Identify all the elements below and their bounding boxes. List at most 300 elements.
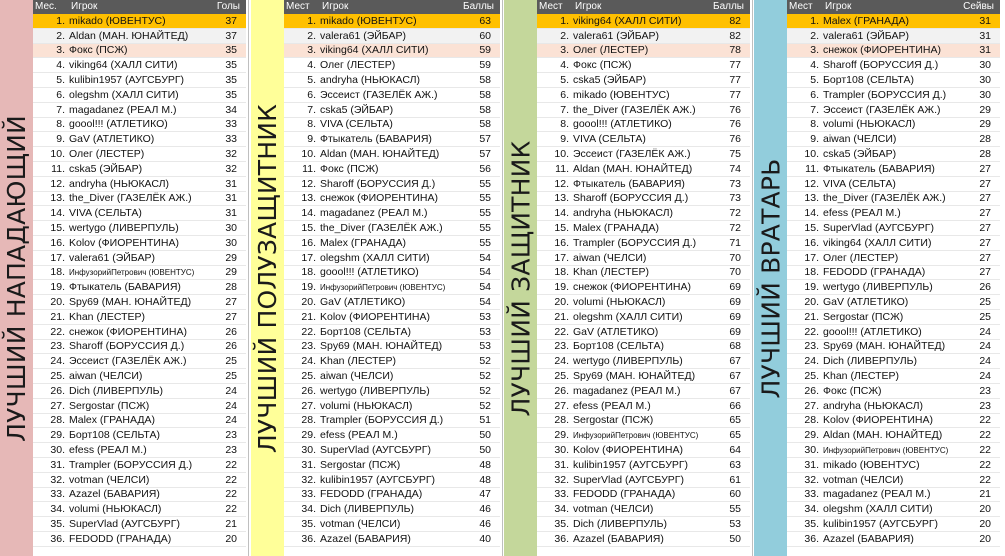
player-name: Фтыкатель (БАВАРИЯ) [823,162,935,175]
player-name: Борт108 (СЕЛЬТА) [320,325,411,338]
player-name: Sharoff (БОРУССИЯ Д.) [320,177,436,190]
table-row [537,118,750,133]
rank-number: 24. [804,355,819,368]
player-name: Sharoff (БОРУССИЯ Д.) [69,340,185,353]
stat-value: 31 [225,207,237,220]
table-row [284,88,500,103]
table-row [787,488,1000,503]
stat-value: 47 [479,488,491,501]
rank-number: 19. [301,281,316,294]
table-row [537,428,750,443]
stat-value: 20 [979,503,991,516]
stat-value: 22 [225,473,237,486]
stat-value: 55 [479,207,491,220]
stat-value: 61 [729,473,741,486]
table-row [537,206,750,221]
rank-number: 9. [56,133,65,146]
table-row [284,29,500,44]
player-name: Фокс (ПСЖ) [320,162,379,175]
table-row [284,103,500,118]
table-row [33,206,246,221]
stat-value: 33 [225,133,237,146]
table-row [537,517,750,532]
stat-value: 29 [225,266,237,279]
stat-value: 27 [225,296,237,309]
rank-number: 34. [301,503,316,516]
table-row [787,517,1000,532]
table-row [284,458,500,473]
rank-number: 35. [554,517,569,530]
stat-value: 55 [479,222,491,235]
player-name: wertygo (ЛИВЕРПУЛЬ) [573,355,683,368]
player-name: Khan (ЛЕСТЕР) [320,355,396,368]
player-name: FEDODD (ГРАНАДА) [823,266,926,279]
stat-value: 57 [479,133,491,146]
player-name: VIVA (СЕЛЬТА) [823,177,896,190]
stat-value: 55 [729,503,741,516]
table-row [537,310,750,325]
table-row [284,118,500,133]
table-row [33,88,246,103]
player-name: Фокс (ПСЖ) [69,44,128,57]
player-name: cska5 (ЭЙБАР) [573,74,647,87]
stat-value: 64 [729,444,741,456]
table-row [537,132,750,147]
player-name: viking64 (ХАЛЛ СИТИ) [320,44,429,57]
stat-value: 23 [225,444,237,456]
player-name: Aldan (МАН. ЮНАЙТЕД) [573,162,693,175]
table-row [33,369,246,384]
rank-number: 13. [301,192,316,205]
player-name: aiwan (ЧЕЛСИ) [69,370,143,383]
table-row [33,458,246,473]
rank-number: 13. [804,192,819,205]
stat-value: 23 [979,399,991,412]
stat-value: 56 [479,162,491,175]
rank-number: 23. [50,340,65,353]
stat-value: 32 [225,162,237,175]
stat-value: 53 [479,310,491,323]
player-name: VIVA (СЕЛЬТА) [320,118,393,131]
rank-number: 22. [50,325,65,338]
rank-number: 16. [554,236,569,249]
rank-number: 8. [560,118,569,131]
table-row [284,473,500,488]
table-row [284,162,500,177]
rank-number: 12. [554,177,569,190]
stat-value: 63 [729,458,741,471]
rank-number: 3. [307,44,316,57]
table-row [787,340,1000,355]
player-name: goool!!! (АТЛЕТИКО) [573,118,672,131]
table-row [284,14,500,29]
player-name: mikado (ЮВЕНТУС) [320,14,417,27]
stat-value: 69 [729,310,741,323]
table-row [284,443,500,458]
rank-number: 12. [50,177,65,190]
table-row [537,177,750,192]
player-name: wertygo (ЛИВЕРПУЛЬ) [320,384,430,397]
stat-value: 52 [479,355,491,368]
stat-value: 76 [729,103,741,116]
stat-value: 22 [225,503,237,516]
table-row [284,428,500,443]
rank-number: 21. [50,310,65,323]
table-row [787,473,1000,488]
rank-number: 20. [804,296,819,309]
stat-value: 26 [225,325,237,338]
table-row [787,14,1000,29]
rank-number: 29. [301,429,316,442]
ranking-table [787,0,1000,547]
rank-number: 17. [554,251,569,264]
stat-value: 30 [979,88,991,101]
stat-value: 72 [729,207,741,220]
player-name: Эссеист (ГАЗЕЛЁК АЖ.) [823,103,941,116]
rank-number: 6. [307,88,316,101]
table-row [537,58,750,73]
table-row [787,29,1000,44]
player-name: volumi (НЬЮКАСЛ) [320,399,413,412]
table-header [284,0,500,14]
rank-number: 6. [560,88,569,101]
header-position: Мест [539,1,563,12]
player-name: Aldan (МАН. ЮНАЙТЕД) [320,148,440,161]
table-row [33,266,246,281]
table-row [787,399,1000,414]
player-name: Kolov (ФИОРЕНТИНА) [823,414,934,427]
player-name: Khan (ЛЕСТЕР) [69,310,145,323]
table-row [33,221,246,236]
rank-number: 19. [804,281,819,294]
player-name: Фокс (ПСЖ) [823,384,882,397]
rank-number: 13. [554,192,569,205]
table-row [537,384,750,399]
table-row [284,206,500,221]
rank-number: 9. [307,133,316,146]
player-name: Олег (ЛЕСТЕР) [823,251,899,264]
rank-number: 22. [301,325,316,338]
player-name: Олег (ЛЕСТЕР) [69,148,145,161]
stat-value: 59 [479,44,491,57]
table-row [284,58,500,73]
table-row [537,29,750,44]
rank-number: 16. [804,236,819,249]
rank-number: 10. [50,148,65,161]
table-row [33,177,246,192]
rank-number: 32. [50,473,65,486]
rank-number: 33. [554,488,569,501]
rank-number: 26. [50,384,65,397]
table-row [787,103,1000,118]
player-name: olegshm (ХАЛЛ СИТИ) [320,251,430,264]
rank-number: 25. [301,370,316,383]
player-name: Malex (ГРАНАДА) [573,222,659,235]
table-row [284,532,500,547]
header-player: Игрок [322,1,349,12]
rank-number: 5. [560,74,569,87]
stat-value: 27 [979,177,991,190]
stat-value: 55 [479,236,491,249]
table-row [537,473,750,488]
stat-value: 22 [979,444,991,456]
player-name: magadanez (РЕАЛ М.) [573,384,681,397]
table-row [33,251,246,266]
stat-value: 31 [225,192,237,205]
stat-value: 77 [729,59,741,72]
table-row [33,236,246,251]
table-row [33,103,246,118]
table-row [33,118,246,133]
player-name: снежок (ФИОРЕНТИНА) [69,325,187,338]
player-name: Kolov (ФИОРЕНТИНА) [69,236,180,249]
rank-number: 22. [554,325,569,338]
rank-number: 31. [804,458,819,471]
rank-number: 25. [50,370,65,383]
table-row [284,280,500,295]
stat-value: 31 [979,29,991,42]
player-name: Dich (ЛИВЕРПУЛЬ) [823,355,918,368]
table-row [537,236,750,251]
rank-number: 2. [307,29,316,42]
stat-value: 66 [729,399,741,412]
rank-number: 15. [804,222,819,235]
player-name: Sergostar (ПСЖ) [573,414,654,427]
stat-value: 24 [979,325,991,338]
table-row [537,295,750,310]
stat-value: 27 [979,162,991,175]
table-row [284,399,500,414]
table-row [537,251,750,266]
stat-value: 29 [979,118,991,131]
stat-value: 27 [979,222,991,235]
table-row [33,502,246,517]
header-value: Баллы [463,1,494,12]
player-name: goool!!! (АТЛЕТИКО) [69,118,168,131]
category-band [754,0,787,556]
rank-number: 21. [804,310,819,323]
table-row [787,532,1000,547]
rank-number: 26. [301,384,316,397]
rank-number: 27. [554,399,569,412]
stat-value: 67 [729,384,741,397]
rank-number: 9. [560,133,569,146]
player-name: Фтыкатель (БАВАРИЯ) [320,133,432,146]
player-name: cska5 (ЭЙБАР) [320,103,394,116]
table-header [33,0,246,14]
rank-number: 9. [810,133,819,146]
stat-value: 76 [729,118,741,131]
table-row [33,517,246,532]
header-player: Игрок [825,1,852,12]
category-title: ЛУЧШИЙ НАПАДАЮЩИЙ [2,114,32,442]
stat-value: 26 [225,340,237,353]
player-name: votman (ЧЕЛСИ) [320,517,401,530]
stat-value: 67 [729,355,741,368]
category-band [504,0,537,556]
table-row [33,162,246,177]
stat-value: 31 [979,14,991,27]
player-name: the_Diver (ГАЗЕЛЁК АЖ.) [69,192,192,205]
player-name: GaV (АТЛЕТИКО) [320,296,406,309]
stat-value: 24 [979,355,991,368]
player-name: SuperVlad (АУГСБУРГ) [320,444,431,456]
player-name: Malex (ГРАНАДА) [823,14,909,27]
table-row [787,162,1000,177]
table-row [787,428,1000,443]
table-row [33,532,246,547]
stat-value: 30 [979,74,991,87]
player-name: GaV (АТЛЕТИКО) [823,296,909,309]
table-row [284,73,500,88]
stat-value: 70 [729,266,741,279]
stat-value: 30 [979,59,991,72]
rank-number: 29. [50,429,65,442]
table-row [284,295,500,310]
rank-number: 35. [50,517,65,530]
column-divider [502,0,503,556]
rank-number: 29. [804,429,819,442]
stat-value: 22 [979,458,991,471]
table-row [787,384,1000,399]
table-row [537,103,750,118]
player-name: Борт108 (СЕЛЬТА) [573,340,664,353]
column-divider [752,0,753,556]
table-row [33,414,246,429]
table-row [787,73,1000,88]
rank-number: 16. [301,236,316,249]
rank-number: 14. [554,207,569,220]
rank-number: 20. [554,296,569,309]
stat-value: 28 [225,281,237,294]
table-row [284,517,500,532]
stat-value: 54 [479,251,491,264]
rank-number: 18. [50,266,65,279]
stat-value: 32 [225,148,237,161]
rank-number: 3. [810,44,819,57]
stat-value: 30 [225,236,237,249]
player-name: valera61 (ЭЙБАР) [573,29,659,42]
player-name: Олег (ЛЕСТЕР) [320,59,396,72]
table-row [537,162,750,177]
stat-value: 60 [729,488,741,501]
table-row [537,369,750,384]
stat-value: 25 [225,355,237,368]
player-name: magadanez (РЕАЛ М.) [320,207,428,220]
player-name: aiwan (ЧЕЛСИ) [320,370,394,383]
rank-number: 14. [50,207,65,220]
rank-number: 33. [804,488,819,501]
stat-value: 65 [729,414,741,427]
stat-value: 25 [225,370,237,383]
table-row [33,340,246,355]
stat-value: 35 [225,59,237,72]
table-row [787,251,1000,266]
table-row [284,384,500,399]
table-row [33,443,246,458]
rank-number: 1. [56,14,65,27]
rank-number: 31. [50,458,65,471]
table-row [33,44,246,59]
player-name: viking64 (ХАЛЛ СИТИ) [823,236,932,249]
table-row [787,118,1000,133]
table-row [787,206,1000,221]
table-row [537,532,750,547]
stat-value: 20 [225,532,237,545]
stat-value: 58 [479,118,491,131]
table-row [787,177,1000,192]
player-name: Khan (ЛЕСТЕР) [823,370,899,383]
player-name: Sergostar (ПСЖ) [823,310,904,323]
table-row [787,88,1000,103]
table-row [787,295,1000,310]
header-value: Баллы [713,1,744,12]
rank-number: 1. [307,14,316,27]
stat-value: 57 [479,148,491,161]
player-name: andryha (НЬЮКАСЛ) [823,399,923,412]
rank-number: 30. [301,444,316,456]
player-name: aiwan (ЧЕЛСИ) [823,133,897,146]
rank-number: 25. [554,370,569,383]
stat-value: 53 [479,325,491,338]
player-name: Aldan (МАН. ЮНАЙТЕД) [69,29,189,42]
rank-number: 34. [554,503,569,516]
player-name: the_Diver (ГАЗЕЛЁК АЖ.) [320,222,443,235]
stat-value: 48 [479,458,491,471]
table-row [537,399,750,414]
rank-number: 16. [50,236,65,249]
rank-number: 25. [804,370,819,383]
player-name: Олег (ЛЕСТЕР) [573,44,649,57]
rank-number: 27. [301,399,316,412]
table-row [284,251,500,266]
player-name: mikado (ЮВЕНТУС) [823,458,920,471]
stat-value: 50 [479,429,491,442]
player-name: goool!!! (АТЛЕТИКО) [320,266,419,279]
stat-value: 29 [979,103,991,116]
table-row [284,354,500,369]
table-row [33,14,246,29]
table-row [537,88,750,103]
player-name: Sergostar (ПСЖ) [69,399,150,412]
category-band [0,0,33,556]
rank-number: 23. [301,340,316,353]
stat-value: 46 [479,517,491,530]
stat-value: 69 [729,281,741,294]
category-title: ЛУЧШИЙ ПОЛУЗАЩИТНИК [253,103,283,453]
stat-value: 70 [729,251,741,264]
stat-value: 54 [479,281,491,294]
player-name: volumi (НЬЮКАСЛ) [823,118,916,131]
stat-value: 63 [479,14,491,27]
rank-number: 4. [307,59,316,72]
stat-value: 22 [979,414,991,427]
rank-number: 33. [50,488,65,501]
player-name: Борт108 (СЕЛЬТА) [823,74,914,87]
rank-number: 17. [50,251,65,264]
stat-value: 53 [479,340,491,353]
stat-value: 22 [225,488,237,501]
stat-value: 27 [979,251,991,264]
player-name: Dich (ЛИВЕРПУЛЬ) [320,503,415,516]
rank-number: 32. [301,473,316,486]
player-name: cska5 (ЭЙБАР) [823,148,897,161]
stat-value: 27 [979,266,991,279]
player-name: olegshm (ХАЛЛ СИТИ) [69,88,179,101]
table-row [537,325,750,340]
stat-value: 50 [729,532,741,545]
table-row [537,443,750,458]
